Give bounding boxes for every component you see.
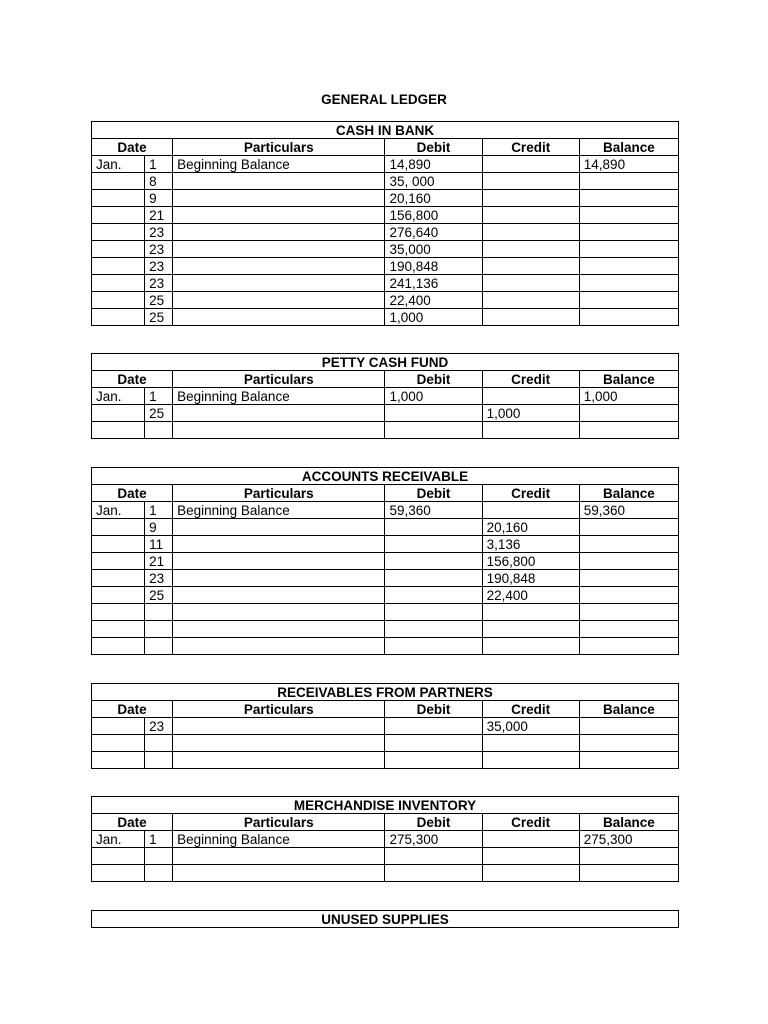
particulars-cell (173, 519, 385, 536)
credit-cell (482, 422, 579, 439)
debit-cell (385, 735, 482, 752)
credit-header: Credit (482, 701, 579, 718)
date-day-cell: 23 (145, 224, 173, 241)
date-day-cell: 8 (145, 173, 173, 190)
ledger-header-row (92, 485, 679, 502)
particulars-cell (173, 587, 385, 604)
date-day-cell: 21 (145, 553, 173, 570)
ledger-title-row (92, 684, 679, 701)
ledger-row (92, 241, 679, 258)
balance-cell (579, 570, 678, 587)
date-day-cell: 1 (145, 156, 173, 173)
date-month-cell (92, 224, 145, 241)
ledger-title: ACCOUNTS RECEIVABLE (92, 468, 679, 485)
date-day-cell: 23 (145, 718, 173, 735)
date-month-cell (92, 519, 145, 536)
ledger-petty-cash-fund (91, 353, 679, 439)
date-month-cell (92, 587, 145, 604)
date-month-cell: Jan. (92, 156, 145, 173)
ledger-row (92, 275, 679, 292)
particulars-cell (173, 536, 385, 553)
date-day-cell (145, 752, 173, 769)
balance-cell (579, 604, 678, 621)
credit-cell: 20,160 (482, 519, 579, 536)
balance-cell (579, 519, 678, 536)
ledger-row (92, 309, 679, 326)
particulars-cell (173, 848, 385, 865)
balance-cell (579, 190, 678, 207)
ledger-row (92, 405, 679, 422)
credit-cell: 1,000 (482, 405, 579, 422)
balance-cell (579, 405, 678, 422)
credit-cell (482, 275, 579, 292)
balance-cell (579, 173, 678, 190)
date-month-cell (92, 405, 145, 422)
credit-cell: 22,400 (482, 587, 579, 604)
date-day-cell: 23 (145, 570, 173, 587)
debit-header: Debit (385, 485, 482, 502)
ledger-row (92, 388, 679, 405)
date-day-cell: 23 (145, 258, 173, 275)
ledger-row (92, 621, 679, 638)
date-month-cell (92, 173, 145, 190)
ledger-body (92, 911, 679, 928)
date-day-cell (145, 848, 173, 865)
debit-cell (385, 718, 482, 735)
date-month-cell (92, 190, 145, 207)
ledger-title: MERCHANDISE INVENTORY (92, 797, 679, 814)
debit-cell (385, 587, 482, 604)
particulars-cell (173, 553, 385, 570)
date-day-cell: 25 (145, 309, 173, 326)
balance-header: Balance (579, 701, 678, 718)
date-day-cell: 23 (145, 275, 173, 292)
date-month-cell (92, 718, 145, 735)
ledger-cash-in-bank (91, 121, 679, 326)
credit-header: Credit (482, 814, 579, 831)
date-header: Date (92, 701, 173, 718)
date-day-cell: 25 (145, 292, 173, 309)
credit-cell: 35,000 (482, 718, 579, 735)
debit-cell: 14,890 (385, 156, 482, 173)
particulars-cell (173, 621, 385, 638)
date-day-cell: 25 (145, 587, 173, 604)
balance-header: Balance (579, 814, 678, 831)
date-day-cell: 21 (145, 207, 173, 224)
date-month-cell (92, 621, 145, 638)
particulars-cell (173, 752, 385, 769)
date-month-cell (92, 292, 145, 309)
ledger-title-row (92, 354, 679, 371)
balance-cell (579, 718, 678, 735)
ledger-title: UNUSED SUPPLIES (92, 911, 679, 928)
balance-cell (579, 207, 678, 224)
date-day-cell (145, 422, 173, 439)
debit-cell: 35,000 (385, 241, 482, 258)
ledger-row (92, 173, 679, 190)
balance-cell (579, 621, 678, 638)
ledger-row (92, 831, 679, 848)
particulars-cell: Beginning Balance (173, 388, 385, 405)
particulars-cell (173, 190, 385, 207)
debit-cell (385, 422, 482, 439)
ledger-row (92, 570, 679, 587)
ledger-row (92, 258, 679, 275)
particulars-cell (173, 207, 385, 224)
particulars-cell: Beginning Balance (173, 502, 385, 519)
particulars-cell: Beginning Balance (173, 831, 385, 848)
ledger-title-row (92, 797, 679, 814)
date-month-cell (92, 752, 145, 769)
particulars-cell (173, 405, 385, 422)
ledger-title-row (92, 911, 679, 928)
balance-cell (579, 275, 678, 292)
date-month-cell (92, 536, 145, 553)
balance-cell (579, 587, 678, 604)
date-day-cell (145, 604, 173, 621)
debit-header: Debit (385, 139, 482, 156)
credit-cell (482, 292, 579, 309)
ledger-row (92, 587, 679, 604)
ledger-row (92, 718, 679, 735)
particulars-cell (173, 570, 385, 587)
credit-cell (482, 258, 579, 275)
date-day-cell: 1 (145, 831, 173, 848)
credit-cell: 3,136 (482, 536, 579, 553)
balance-cell: 1,000 (579, 388, 678, 405)
balance-cell (579, 422, 678, 439)
balance-cell (579, 553, 678, 570)
debit-cell (385, 621, 482, 638)
credit-cell (482, 865, 579, 882)
debit-cell (385, 848, 482, 865)
particulars-cell (173, 309, 385, 326)
date-day-cell: 25 (145, 405, 173, 422)
date-month-cell (92, 275, 145, 292)
ledger-merchandise-inventory (91, 796, 679, 882)
date-month-cell (92, 553, 145, 570)
ledger-row (92, 638, 679, 655)
balance-header: Balance (579, 139, 678, 156)
balance-header: Balance (579, 485, 678, 502)
ledger-row (92, 553, 679, 570)
ledger-row (92, 292, 679, 309)
debit-cell: 35, 000 (385, 173, 482, 190)
date-month-cell (92, 422, 145, 439)
particulars-cell: Beginning Balance (173, 156, 385, 173)
ledger-body (92, 684, 679, 769)
date-month-cell (92, 848, 145, 865)
date-month-cell (92, 309, 145, 326)
debit-cell: 190,848 (385, 258, 482, 275)
credit-header: Credit (482, 371, 579, 388)
ledger-header-row (92, 371, 679, 388)
ledger-body (92, 468, 679, 655)
credit-cell (482, 752, 579, 769)
date-month-cell: Jan. (92, 502, 145, 519)
credit-cell: 190,848 (482, 570, 579, 587)
date-month-cell (92, 865, 145, 882)
ledger-row (92, 865, 679, 882)
date-month-cell (92, 604, 145, 621)
credit-cell (482, 388, 579, 405)
ledger-unused-supplies (91, 910, 679, 928)
debit-cell: 1,000 (385, 309, 482, 326)
ledger-row (92, 502, 679, 519)
ledger-row (92, 207, 679, 224)
date-month-cell (92, 638, 145, 655)
balance-cell (579, 309, 678, 326)
date-month-cell (92, 258, 145, 275)
ledger-title-row (92, 122, 679, 139)
particulars-header: Particulars (173, 371, 385, 388)
date-day-cell: 1 (145, 502, 173, 519)
debit-cell: 59,360 (385, 502, 482, 519)
particulars-cell (173, 258, 385, 275)
debit-cell: 276,640 (385, 224, 482, 241)
debit-cell (385, 865, 482, 882)
particulars-cell (173, 865, 385, 882)
debit-cell: 22,400 (385, 292, 482, 309)
credit-cell: 156,800 (482, 553, 579, 570)
ledger-title: PETTY CASH FUND (92, 354, 679, 371)
ledger-body (92, 354, 679, 439)
ledger-row (92, 156, 679, 173)
credit-header: Credit (482, 485, 579, 502)
credit-cell (482, 309, 579, 326)
debit-header: Debit (385, 371, 482, 388)
particulars-header: Particulars (173, 485, 385, 502)
debit-cell (385, 604, 482, 621)
date-day-cell (145, 865, 173, 882)
credit-header: Credit (482, 139, 579, 156)
page-title: GENERAL LEDGER (321, 92, 447, 107)
balance-cell (579, 292, 678, 309)
ledger-header-row (92, 139, 679, 156)
date-day-cell: 23 (145, 241, 173, 258)
credit-cell (482, 621, 579, 638)
balance-cell: 59,360 (579, 502, 678, 519)
credit-cell (482, 604, 579, 621)
particulars-cell (173, 604, 385, 621)
balance-cell (579, 848, 678, 865)
debit-cell: 1,000 (385, 388, 482, 405)
debit-cell: 20,160 (385, 190, 482, 207)
balance-cell (579, 752, 678, 769)
date-header: Date (92, 485, 173, 502)
credit-cell (482, 735, 579, 752)
debit-header: Debit (385, 701, 482, 718)
ledger-row (92, 604, 679, 621)
particulars-cell (173, 735, 385, 752)
balance-header: Balance (579, 371, 678, 388)
balance-cell (579, 638, 678, 655)
balance-cell (579, 735, 678, 752)
balance-cell (579, 258, 678, 275)
date-month-cell (92, 241, 145, 258)
particulars-cell (173, 638, 385, 655)
ledger-row (92, 422, 679, 439)
date-day-cell: 9 (145, 190, 173, 207)
credit-cell (482, 190, 579, 207)
ledger-row (92, 190, 679, 207)
balance-cell (579, 865, 678, 882)
particulars-cell (173, 292, 385, 309)
ledger-row (92, 519, 679, 536)
ledger-row (92, 848, 679, 865)
credit-cell (482, 502, 579, 519)
credit-cell (482, 848, 579, 865)
particulars-cell (173, 718, 385, 735)
date-header: Date (92, 371, 173, 388)
debit-cell (385, 570, 482, 587)
ledger-row (92, 752, 679, 769)
particulars-header: Particulars (173, 139, 385, 156)
balance-cell: 275,300 (579, 831, 678, 848)
ledger-receivables-from-partners (91, 683, 679, 769)
particulars-cell (173, 422, 385, 439)
ledger-row (92, 536, 679, 553)
credit-cell (482, 173, 579, 190)
debit-header: Debit (385, 814, 482, 831)
particulars-header: Particulars (173, 814, 385, 831)
ledger-title: CASH IN BANK (92, 122, 679, 139)
ledger-title-row (92, 468, 679, 485)
particulars-cell (173, 241, 385, 258)
debit-cell (385, 519, 482, 536)
ledger-header-row (92, 814, 679, 831)
date-day-cell: 9 (145, 519, 173, 536)
balance-cell (579, 536, 678, 553)
balance-cell: 14,890 (579, 156, 678, 173)
credit-cell (482, 241, 579, 258)
ledger-header-row (92, 701, 679, 718)
credit-cell (482, 207, 579, 224)
ledger-body (92, 797, 679, 882)
particulars-cell (173, 275, 385, 292)
date-month-cell (92, 735, 145, 752)
debit-cell (385, 553, 482, 570)
date-day-cell (145, 621, 173, 638)
date-day-cell (145, 735, 173, 752)
date-header: Date (92, 814, 173, 831)
date-month-cell: Jan. (92, 388, 145, 405)
debit-cell: 275,300 (385, 831, 482, 848)
credit-cell (482, 831, 579, 848)
particulars-header: Particulars (173, 701, 385, 718)
balance-cell (579, 241, 678, 258)
date-day-cell (145, 638, 173, 655)
debit-cell (385, 752, 482, 769)
date-month-cell (92, 207, 145, 224)
ledger-title: RECEIVABLES FROM PARTNERS (92, 684, 679, 701)
debit-cell (385, 638, 482, 655)
ledger-accounts-receivable (91, 467, 679, 655)
date-month-cell: Jan. (92, 831, 145, 848)
debit-cell (385, 405, 482, 422)
particulars-cell (173, 173, 385, 190)
date-day-cell: 11 (145, 536, 173, 553)
credit-cell (482, 638, 579, 655)
date-day-cell: 1 (145, 388, 173, 405)
balance-cell (579, 224, 678, 241)
debit-cell: 156,800 (385, 207, 482, 224)
ledger-row (92, 224, 679, 241)
ledger-body (92, 122, 679, 326)
date-header: Date (92, 139, 173, 156)
debit-cell (385, 536, 482, 553)
debit-cell: 241,136 (385, 275, 482, 292)
ledger-row (92, 735, 679, 752)
credit-cell (482, 224, 579, 241)
date-month-cell (92, 570, 145, 587)
particulars-cell (173, 224, 385, 241)
credit-cell (482, 156, 579, 173)
